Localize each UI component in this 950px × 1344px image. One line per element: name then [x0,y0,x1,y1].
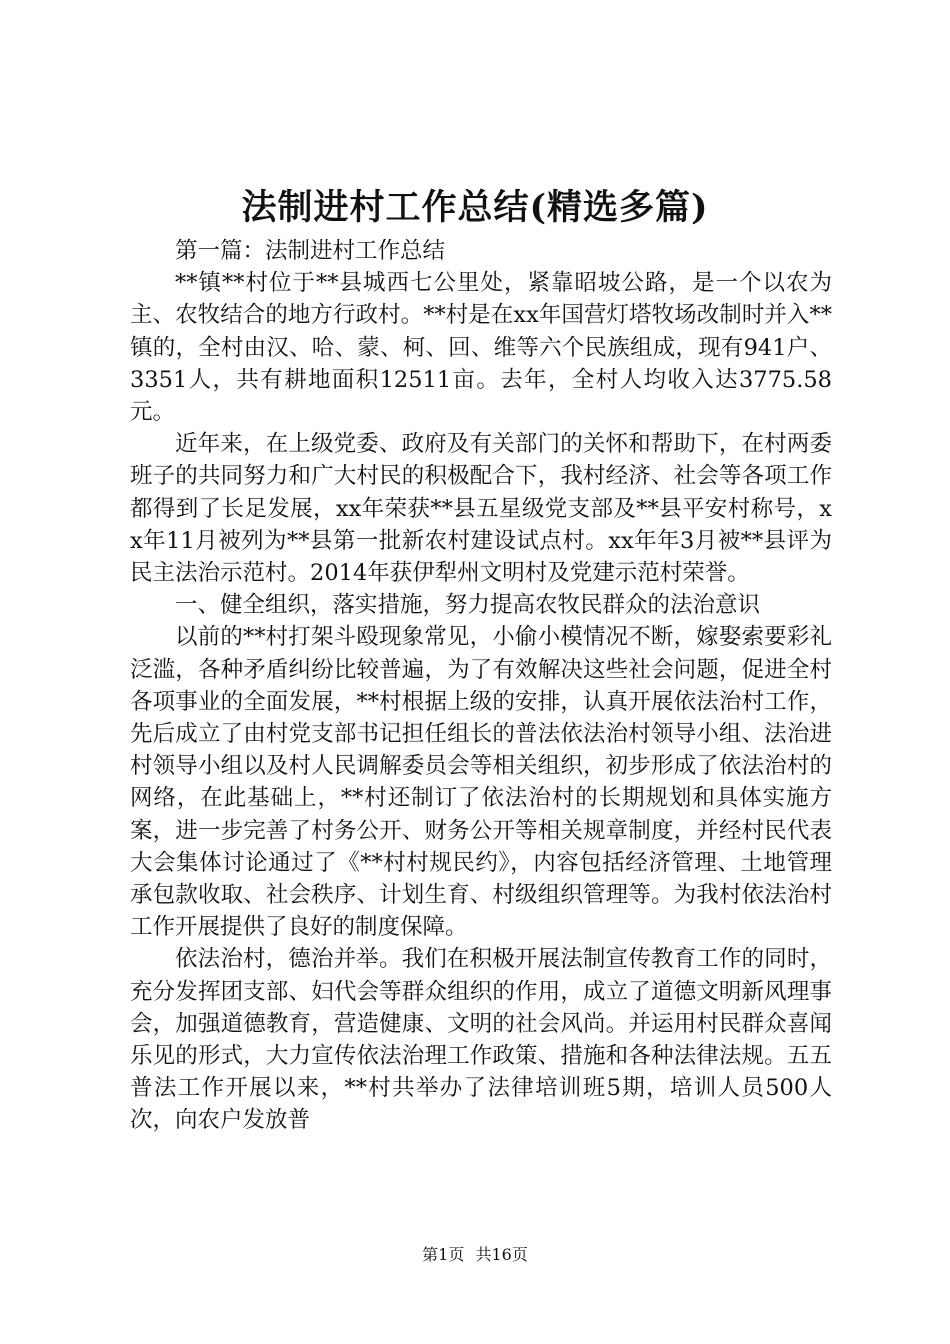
body-paragraph: **镇**村位于**县城西七公里处，紧靠昭坡公路，是一个以农为主、农牧结合的地方行政村。**村是在xx年国营灯塔牧场改制时并入**镇的，全村由汉、哈、蒙、柯、回、维等六个民族组成，现有941户、3351人，共有耕地面积12511亩。去年，全村人均收入达3775.58元。 [130,270,832,426]
section-heading: 第一篇：法制进村工作总结 [175,238,446,264]
subsection-heading: 一、健全组织，落实措施，努力提高农牧民群众的法治意识 [175,592,761,619]
current-page-number: 第1页 [422,1245,465,1264]
body-paragraph: 近年来，在上级党委、政府及有关部门的关怀和帮助下，在村两委班子的共同努力和广大村民的积极配合下，我村经济、社会等各项工作都得到了长足发展，xx年荣获**县五星级党支部及**县平安村称号，xx年11月被列为**县第一批新农村建设试点村。xx年年3月被**县评为民主法治示范村。2014年获伊犁州文明村及党建示范村荣誉。 [130,431,832,587]
page-footer [0,1245,950,1265]
body-paragraph: 以前的**村打架斗殴现象常见，小偷小模情况不断，嫁娶索要彩礼泛滥，各种矛盾纠纷比较普遍，为了有效解决这些社会问题，促进全村各项事业的全面发展，**村根据上级的安排，认真开展依法治村工作，先后成立了由村党支部书记担任组长的普法依法治村领导小组、法治进村领导小组以及村人民调解委员会等相关组织，初步形成了依法治村的网络，在此基础上，**村还制订了依法治村的长期规划和具体实施方案，进一步完善了村务公开、财务公开等相关规章制度，并经村民代表大会集体讨论通过了《**村村规民约》，内容包括经济管理、土地管理承包款收取、社会秩序、计划生育、村级组织管理等。为我村依法治村工作开展提供了良好的制度保障。 [130,624,832,941]
document-title: 法制进村工作总结(精选多篇) [241,187,709,228]
body-paragraph: 依法治村，德治并举。我们在积极开展法制宣传教育工作的同时，充分发挥团支部、妇代会等群众组织的作用，成立了道德文明新风理事会，加强道德教育，营造健康、文明的社会风尚。并运用村民群众喜闻乐见的形式，大力宣传依法治理工作政策、措施和各种法律法规。五五普法工作开展以来，**村共举办了法律培训班5期，培训人员500人次，向农户发放普 [130,946,832,1134]
total-page-count: 共16页 [475,1245,528,1264]
document-body [130,235,832,1137]
